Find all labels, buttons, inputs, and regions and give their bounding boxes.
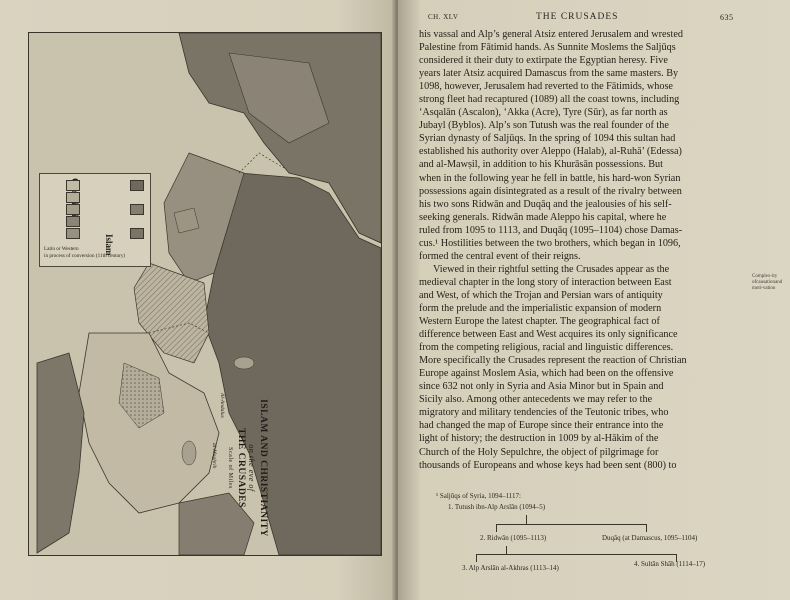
body-text [419, 28, 748, 472]
margin-note [752, 274, 786, 292]
text-line: his two sons Ridwān and Duqāq and the jealousies of his self- [419, 198, 672, 210]
text-line: and al-Mawṣil, in addition to his Khurāsān possessions. But [419, 159, 663, 171]
footnote-entry: 3. Alp Arslān al-Akhras (1113–14) [462, 564, 559, 572]
text-line: causation [756, 280, 776, 285]
map-title-line: on the eve of [247, 444, 256, 492]
footnote-entry: Duqāq (at Damascus, 1095–1104) [602, 534, 698, 542]
text-line: thousands of Europeans and whose keys had been sent (800) to [419, 459, 677, 471]
text-line: and West, of which the Trojan and Persian wars of antiquity [419, 289, 663, 301]
text-line: More specifically the Crusades represent the reaction of Christian [419, 355, 687, 367]
map-title-line: ISLAM AND CHRISTIANITY [258, 399, 268, 537]
legend-swatch [66, 228, 80, 239]
footnote-entry: 2. Ridwān (1095–1113) [480, 534, 547, 542]
genealogy-line [646, 524, 647, 532]
legend-swatch [130, 204, 144, 215]
text-line: form the prelude and the imperialistic expansion of modern [419, 302, 662, 314]
text-line: Palestine from Fātimid hands. As Sunnite Moslems the Saljūqs [419, 42, 676, 54]
text-line: Viewed in their rightful setting the Crusades appear as the [433, 263, 670, 275]
text-line: ruled from 1095 to 1113, and Duqāq (1095–1104) chose Damas- [419, 224, 683, 236]
legend-swatch [66, 216, 80, 227]
text-line: cus.¹ Hostilities between the two brothers, which began in 1096, [419, 237, 681, 249]
text-line: and moti- [752, 280, 783, 291]
legend-item: Latin or Western [44, 246, 79, 252]
text-line: years later Atsiz acquired Damascus from the same masters. By [419, 68, 679, 80]
legend-swatch [130, 180, 144, 191]
text-line: difference between East and West acquires its only significance [419, 329, 678, 341]
text-line: Church of the Holy Sepulchre, the object of pilgrimage for [419, 446, 659, 458]
text-line: his vassal and Alp’s general Atsiz entered Jerusalem and wrested [419, 29, 683, 40]
genealogy-line [496, 524, 497, 532]
legend-swatch [66, 192, 80, 203]
text-line: since 632 not only in Syria and Asia Minor but in Spain and [419, 381, 664, 393]
text-line: vation [762, 286, 776, 291]
text-line: light of history; the destruction in 1009 by al-Hākim of the [419, 433, 659, 445]
map-title-line: THE CRUSADES [236, 428, 246, 508]
legend-islam-label: Islam [104, 234, 114, 256]
paragraph [419, 263, 748, 472]
running-head [428, 12, 734, 25]
text-line: ity of [752, 274, 778, 285]
text-line: 1098, however, Jerusalem had reverted to the Fātimids, whose [419, 81, 673, 93]
running-title: THE CRUSADES [536, 12, 619, 22]
page-number: 635 [720, 13, 734, 22]
text-line: Jubayl (Byblos). Alp’s son Tutush was the real founder of the [419, 120, 669, 132]
text-line: considered it their duty to extirpate the Egyptian heresy. Five [419, 55, 668, 67]
place-label: Al-Andalus [219, 393, 225, 418]
historical-map [28, 32, 382, 556]
text-line: formed the central event of their reigns. [419, 250, 581, 262]
text-line: Western Europe the latest chapter. The geographical fact of [419, 316, 660, 328]
map-scale-label: Scale of Miles [227, 447, 233, 489]
footnote-heading: ¹ Saljūqs of Syria, 1094–1117: [436, 492, 521, 500]
map-illustration [29, 33, 381, 555]
text-line: when in the following year he fell in battle, his hard-won Syrian [419, 172, 681, 184]
legend-swatch [66, 180, 80, 191]
genealogy-line [496, 524, 646, 525]
paragraph [419, 28, 748, 263]
map-title [224, 398, 268, 538]
place-label: al-Maghrib [211, 443, 217, 469]
text-line: had changed the map of Europe since their entrance into the [419, 420, 664, 432]
genealogy-line [476, 554, 477, 562]
legend-item: in process of conversion (11th century) [44, 253, 126, 259]
chapter-number: CH. XLV [428, 13, 459, 21]
genealogy-line [476, 554, 676, 555]
text-line: ‘Asqalān (Ascalon), ‘Akka (Acre), Tyre (Sūr), as far north as [419, 107, 668, 119]
text-line: established his authority over Aleppo (Halab), al-Ruhā’ (Edessa) [419, 146, 682, 158]
text-line: Complex- [752, 274, 772, 279]
genealogy-line [506, 546, 507, 554]
text-line: medieval chapter in the long story of interaction between East [419, 276, 672, 288]
text-line: Sicily also. Among other antecedents we may refer to the [419, 394, 653, 406]
text-line: seeking generals. Ridwān made Aleppo his capital, where he [419, 211, 667, 223]
footnote-entry: 1. Tutush ibn-Alp Arslān (1094–5) [448, 503, 546, 511]
text-line: strong fleet had recaptured (1089) all the coast towns, including [419, 94, 680, 106]
text-line: possessions again disintegrated as a result of the rivalry between [419, 185, 682, 197]
legend-swatch [130, 228, 144, 239]
map-legend [39, 173, 151, 267]
text-line: from the competing religious, racial and linguistic differences. [419, 342, 674, 354]
text-line: Syrian dynasty of Saljūqs. In the spring of 1094 this sultan had [419, 133, 676, 145]
text-line: Europe against Moslem Asia, which had been on the offensive [419, 368, 674, 380]
text-line: migratory and military tendencies of the Teutonic tribes, who [419, 407, 669, 419]
footnote-entry: 4. Sultān Shāh (1114–17) [634, 560, 706, 568]
legend-swatch [66, 204, 80, 215]
